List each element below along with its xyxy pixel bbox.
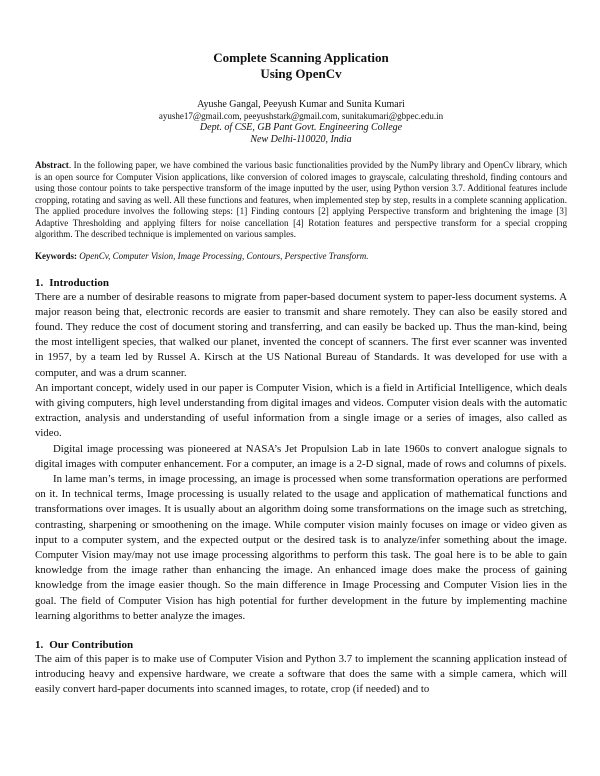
paragraph: Digital image processing was pioneered at NASA’s Jet Propulsion Lab in late 1960s to convert analogue signals to digital images with computer enhancement. For a computer, an image is a 2-D signal, made of rows and columns of pixels. — [35, 442, 567, 470]
title-line-1: Complete Scanning Application — [213, 50, 389, 65]
paragraph: The aim of this paper is to make use of Computer Vision and Python 3.7 to implement the scanning application instead of introducing heavy and expensive hardware, we create a software that does the same with a simple camera, which will easily convert hard-paper documents into scanned images, to rotate, crop (if needed) and to — [35, 652, 567, 696]
title-line-2: Using OpenCv — [260, 66, 342, 81]
abstract — [35, 160, 567, 241]
section-heading — [35, 276, 567, 290]
affiliation-line-1: Dept. of CSE, GB Pant Govt. Engineering College — [199, 122, 403, 133]
section-title: Our Contribution — [49, 638, 134, 651]
keywords-label: Keywords: — [35, 250, 77, 261]
author-emails: ayushe17@gmail.com, peeyushstark@gmail.com, sunitakumari@gbpec.edu.in — [158, 111, 444, 121]
paragraph: In lame man’s terms, in image processing, an image is processed when some transformation operations are performed on it. In technical terms, Image processing is usually related to the usage and application of mathematical functions and transformations over images. It is usually about an algorithm doing some transformations on the image such as stretching, contrasting, sharpening or smoothening on the image. While computer vision mainly focuses on image or video given as input to a computer system, and the expected output or the desired task is to analyze/infer something about the image. Computer Vision may/may not use image processing algorithms to perform this task. The goal here is to be able to gain knowledge from the image rather than enhancing the image. An enhanced image does make the process of gaining knowledge from the image easier though. So the main difference in Image Processing and Computer Vision lies in the goal. The field of Computer Vision has high potential for further development in the future by implementing machine learning algorithms to better analyze the images. — [35, 472, 567, 622]
section-number: 1. — [35, 638, 44, 651]
paper-title — [35, 50, 567, 82]
abstract-text: . In the following paper, we have combined the various basic functionalities provided by the NumPy library and OpenCv library, which is an open source for Computer Vision applications, like conversion of colored images to grayscale, calculating threshold, finding contours and using those contour points to take perspective transform of the image inputted by the user, using Python version 3.7. Additional features include cropping, rotating and saving as well. All these functions and features, when implemented step by step, results in a complete scanning application. The applied procedure involves the following steps: [1] Finding contours [2] applying Perspective transform and brightening the image [3] Adaptive Thresholding and applying filters for noise cancellation [4] Rotation features and perspective transform for a special cropping algorithm. The described technique is implemented on various samples. — [35, 160, 567, 239]
paragraph: An important concept, widely used in our paper is Computer Vision, which is a field in Artificial Intelligence, which deals with giving computers, high level understanding from digital images and videos. Computer vision deals with the automatic extraction, analysis and understanding of useful information from a single image or a series of images, also called as video. — [35, 381, 567, 440]
keywords — [35, 251, 567, 262]
section-number: 1. — [35, 276, 44, 289]
affiliation-line-2: New Delhi-110020, India — [250, 134, 352, 145]
keywords-text: OpenCv, Computer Vision, Image Processing, Contours, Perspective Transform. — [77, 250, 369, 261]
section-title: Introduction — [49, 276, 109, 289]
section-introduction — [35, 276, 567, 624]
paragraph: There are a number of desirable reasons to migrate from paper-based document system to paper-less document systems. A major reason being that, electronic records are easier to transmit and share remotely. They can also be easily stored and found. They reduce the cost of document storing and transferring, and can easily be backed up. Thus the man-kind, being the most intelligent species, that walked our planet, invented the concept of scanners. The first ever scanner was invented in 1957, by a team led by Russel A. Kirsch at the US National Bureau of Standards. It was developed for use with a computer, and was a drum scanner. — [35, 290, 567, 379]
abstract-label: Abstract — [35, 160, 69, 170]
author-list: Ayushe Gangal, Peeyush Kumar and Sunita Kumari — [197, 99, 405, 110]
section-our-contribution — [35, 638, 567, 698]
section-heading — [35, 638, 567, 652]
paper-page — [35, 50, 567, 698]
